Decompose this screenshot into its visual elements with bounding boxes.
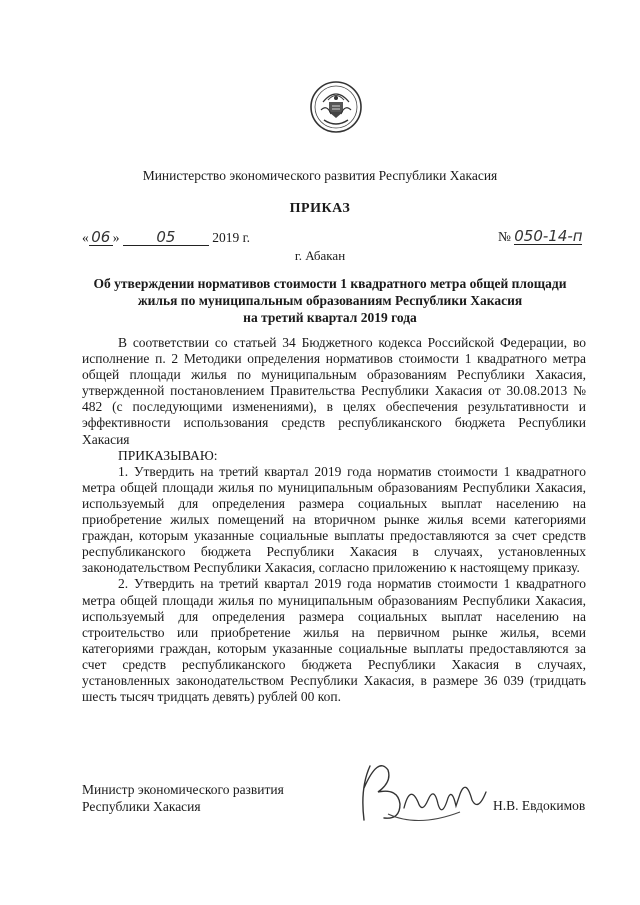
subject-line: жилья по муниципальным образованиям Республики Хакасия bbox=[137, 293, 523, 308]
date-month: 05 bbox=[123, 230, 209, 246]
document-type: ПРИКАЗ bbox=[289, 201, 351, 216]
document-number bbox=[498, 229, 582, 245]
document-date: « 06 » 05 2019 г. bbox=[82, 228, 251, 246]
document-body bbox=[82, 335, 586, 705]
handwritten-signature-icon bbox=[348, 748, 496, 840]
signatory-name: Н.В. Евдокимов bbox=[493, 798, 586, 813]
subject-line: на третий квартал 2019 года bbox=[243, 310, 417, 325]
city: г. Абакан bbox=[294, 248, 346, 263]
order-item-2: 2. Утвердить на третий квартал 2019 года норматив стоимости 1 квадратного метра общей площади жилья по муниципальным образованиям Республики Хакасия, используемый для определения размера социальных выплат населению на строительство или приобретение жилья на первичном рынке жилья, всеми категориями граждан, которым указанные социальные выплаты предоставляются за счет средств республиканского бюджета Республики Хакасия в случаях, установленных законодательством Республики Хакасия, в размере 36 039 (тридцать шесть тысяч тридцать девять) рублей 00 коп. bbox=[82, 576, 586, 705]
number-value: 050-14-п bbox=[514, 227, 583, 245]
date-year: 2019 г. bbox=[212, 230, 251, 245]
subject-line: Об утверждении нормативов стоимости 1 квадратного метра общей площади bbox=[93, 276, 567, 291]
signatory-title bbox=[82, 781, 284, 815]
order-word: ПРИКАЗЫВАЮ: bbox=[118, 447, 218, 463]
coat-of-arms-khakassia-icon bbox=[309, 80, 363, 134]
number-prefix: № bbox=[498, 229, 511, 244]
order-item-1: 1. Утвердить на третий квартал 2019 года норматив стоимости 1 квадратного метра общей площади жилья по муниципальным образованиям Республики Хакасия, используемый для определения размера социальных выплат населению на приобретение жилых помещений на вторичном рынке жилья всеми категориями граждан, которым указанные социальные выплаты предоставляются за счет средств республиканского бюджета Республики Хакасия в случаях, установленных законодательством Республики Хакасия, согласно приложению к настоящему приказу. bbox=[82, 463, 586, 576]
document-subject bbox=[80, 275, 580, 326]
signatory-title-line: Республики Хакасия bbox=[82, 799, 201, 814]
intro-paragraph: В соответствии со статьей 34 Бюджетного кодекса Российской Федерации, во исполнение п. 2 Методики определения нормативов стоимости 1 квадратного метра общей площади жилья по муниципальным образованиям Республики Хакасия, утвержденной постановлением Правительства Республики Хакасия от 30.08.2013 № 482 (с последующими изменениями), в целях обеспечения результативности и эффективности использования средств республиканского бюджета Республики Хакасия bbox=[82, 335, 586, 447]
ministry-name: Министерство экономического развития Республики Хакасия bbox=[142, 168, 498, 183]
signatory-title-line: Министр экономического развития bbox=[82, 782, 284, 797]
date-day: 06 bbox=[89, 230, 113, 246]
